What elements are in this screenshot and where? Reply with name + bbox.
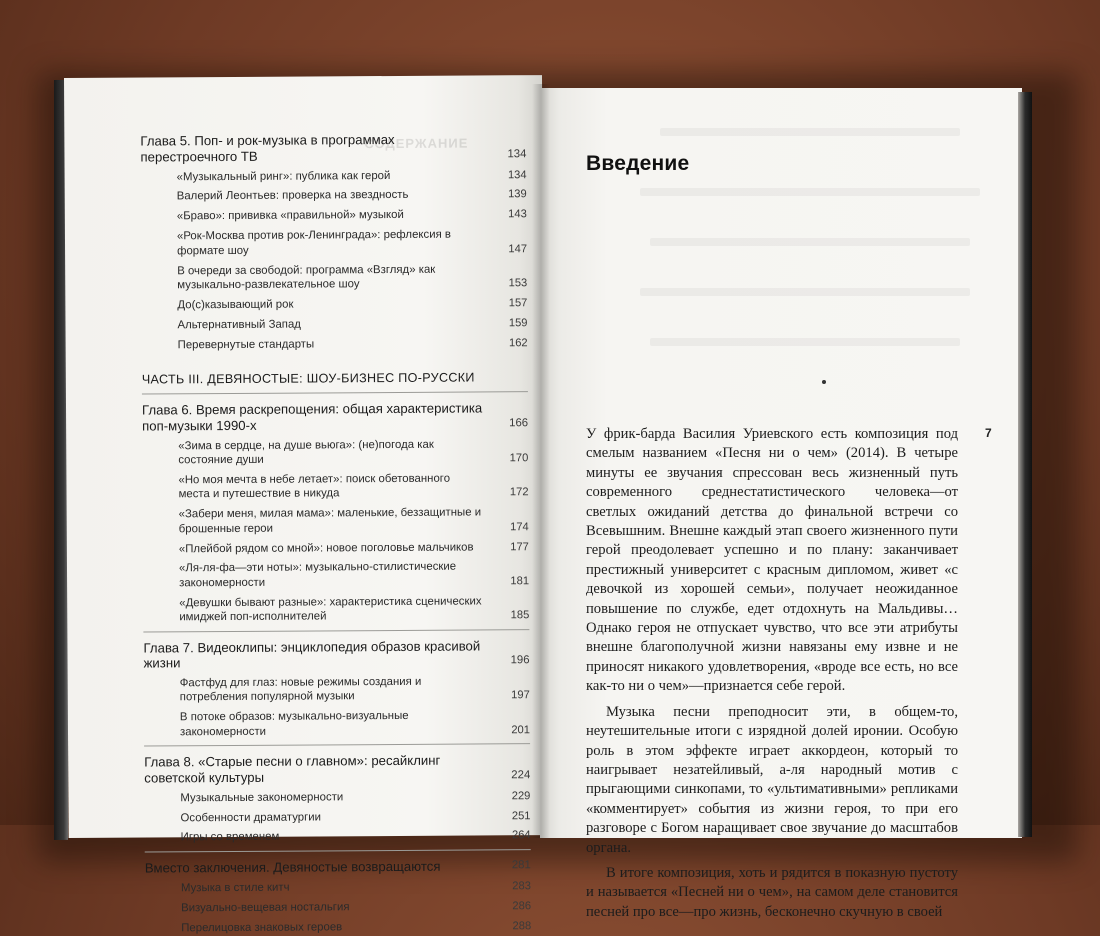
toc-chapter <box>144 752 530 785</box>
toc-title: Глава 5. Поп- и рок-музыка в программах перестроечного ТВ <box>140 131 395 165</box>
toc-page-number: 224 <box>511 768 531 781</box>
toc-title: Фастфуд для глаз: новые режимы создания и потребления популярной музыки <box>179 675 422 704</box>
toc-page-number: 153 <box>508 277 528 290</box>
toc-page-number: 181 <box>510 574 530 588</box>
toc-title: «Зима в сердце, на душе вьюга»: (не)погода как состояние души <box>178 438 434 467</box>
toc-title: Перевернутые стандарты <box>177 338 315 351</box>
toc-title: «Забери меня, милая мама»: маленькие, беззащитные и брошенные герои <box>178 506 482 535</box>
toc-page-number: 286 <box>512 899 532 913</box>
toc-divider <box>142 391 528 394</box>
toc-chapter <box>145 858 531 876</box>
toc-title: Музыкальные закономерности <box>180 790 344 804</box>
toc-title: Валерий Леонтьев: проверка на звездность <box>176 189 409 203</box>
toc-entry <box>142 437 528 468</box>
toc-page-number: 174 <box>510 520 529 533</box>
paragraph: В итоге композиция, хоть и рядится в показную пустоту и называется «Песней ни о чем», на самом деле становится песней про все—про жизнь, бесконечно скучную в своей <box>586 864 958 920</box>
toc-entry <box>144 674 530 705</box>
toc-entry <box>145 919 531 936</box>
show-through-text: СОДЕРЖАНИЕ <box>364 135 469 152</box>
toc-page-number: 134 <box>507 147 527 160</box>
toc-title: Альтернативный Запад <box>177 318 301 332</box>
toc-entry <box>143 505 529 536</box>
toc-page-number: 172 <box>509 486 529 499</box>
right-page-stack-edge <box>1018 92 1032 837</box>
toc-title: Вместо заключения. Девяностые возвращаются <box>144 858 441 876</box>
toc-entry <box>144 789 530 806</box>
toc-divider <box>143 629 529 632</box>
toc-title: Музыка в стиле китч <box>180 881 290 895</box>
toc-page-number: 185 <box>510 609 530 622</box>
book-gutter <box>532 84 550 838</box>
toc-page-number: 139 <box>508 188 527 201</box>
toc-page-number: 251 <box>511 809 531 822</box>
chapter-heading: Введение <box>586 152 690 176</box>
toc-title: Игры со временем <box>180 831 280 844</box>
toc-entry <box>145 879 531 896</box>
toc-entry <box>141 188 527 205</box>
toc-page-number: 170 <box>509 452 529 465</box>
left-page <box>64 75 547 934</box>
toc-entry <box>141 227 527 258</box>
toc-page-number: 288 <box>512 919 532 932</box>
toc-page-number: 197 <box>511 689 530 702</box>
toc-page-number: 283 <box>512 880 531 893</box>
toc-entry <box>141 296 527 313</box>
show-through-line <box>640 188 980 196</box>
toc-page-number: 134 <box>507 168 527 181</box>
toc-page-number: 201 <box>511 723 531 737</box>
toc-entry <box>145 829 531 846</box>
show-through-line <box>660 128 960 136</box>
toc-title: Особенности драматургии <box>180 811 322 824</box>
toc-title: «Браво»: прививка «правильной» музыкой <box>176 209 404 223</box>
toc-title: В очереди за свободой: программа «Взгляд» как музыкально-развлекательное шоу <box>177 263 436 292</box>
toc-title: «Но моя мечта в небе летает»: поиск обетованного места и путешествие в никуда <box>178 472 451 501</box>
toc-entry <box>141 316 527 333</box>
toc-page-number: 143 <box>508 208 527 221</box>
section-ornament <box>822 380 826 384</box>
toc-title: «Музыкальный ринг»: публика как герой <box>176 169 391 183</box>
toc-page-number: 162 <box>508 336 528 349</box>
toc-page-number: 281 <box>511 859 531 872</box>
toc-page-number: 159 <box>508 316 528 330</box>
toc-title: «Девушки бывают разные»: характеристика сценических имиджей поп-исполнителей <box>179 595 482 624</box>
show-through-line <box>650 338 960 346</box>
toc-page-number: 147 <box>508 242 528 255</box>
toc-page-number: 166 <box>509 416 529 429</box>
toc-page-number: 229 <box>511 789 531 802</box>
toc-chapter <box>142 400 528 433</box>
toc-entry <box>143 540 529 557</box>
toc-title: «Плейбой рядом со мной»: новое поголовье мальчиков <box>178 541 474 555</box>
toc-title: До(с)казывающий рок <box>177 298 294 312</box>
toc-entry <box>141 168 527 185</box>
toc-title: Глава 7. Видеоклипы: энциклопедия образов красивой жизни <box>143 637 481 671</box>
show-through-line <box>650 238 970 246</box>
toc-entry <box>145 899 531 916</box>
toc-entry <box>143 560 529 591</box>
toc-chapter <box>143 638 529 671</box>
toc-title: Визуально-вещевая ностальгия <box>181 901 350 915</box>
toc-page-number: 196 <box>510 654 530 667</box>
right-page <box>540 88 1022 920</box>
toc-entry <box>142 471 528 502</box>
toc-entry <box>142 336 528 353</box>
toc-title: В потоке образов: музыкально-визуальные закономерности <box>179 710 409 739</box>
toc-page-number: 264 <box>511 829 531 842</box>
toc-divider <box>144 743 530 746</box>
toc-title: «Ля-ля-фа—эти ноты»: музыкально-стилистические закономерности <box>178 561 457 590</box>
paragraph: У фрик-барда Василия Уриевского есть композиция под смелым названием «Песня ни о чем» (2014). В четыре минуты ее звучания спрессован весь жизненный путь современного среднестатистического человека—от светлых ожиданий детства до финальной встречи со Всевышним. Внешне каждый этап своего жизненного пути герой преодолевает успешно и по плану: заканчивает престижный университет с красным дипломом, живет «с девочкой из хорошей семьи», получает неожиданное повышение по службе, едет отдохнуть на Мальдивы… Однако героя не отпускает чувство, что все эти атрибуты внешне благополучной жизни навязаны ему извне и не приносят никакого удовлетворения, «вроде все есть, но все как-то ни о чем»—признается себе герой. <box>586 426 958 695</box>
toc-entry <box>143 594 529 625</box>
paragraph: Музыка песни преподносит эти, в общем-то, неутешительные итоги с изрядной долей иронии. Особую роль в этом эффекте играет аккордеон, который то наигрывает незатейливый, а-ля народный мотив с прыгающими синкопами, то «ультимативными» репликами «комментирует» события из жизни героя, то при его разговоре с Богом наращивает свое звучание до масштабов органа. <box>586 703 958 856</box>
toc-entry <box>144 709 530 740</box>
toc-title: «Рок-Москва против рок-Ленинграда»: рефлексия в формате шоу <box>176 228 451 257</box>
toc-page-number: 157 <box>508 297 528 310</box>
page-number: 7 <box>985 426 992 440</box>
table-of-contents <box>140 123 531 935</box>
toc-entry <box>144 809 530 826</box>
toc-entry <box>141 262 527 293</box>
toc-title: Глава 6. Время раскрепощения: общая характеристика поп-музыки 1990-х <box>141 400 483 434</box>
toc-part-heading: ЧАСТЬ III. ДЕВЯНОСТЫЕ: ШОУ-БИЗНЕС ПО-РУССКИ <box>141 370 475 387</box>
body-text <box>586 425 958 928</box>
toc-entry <box>141 207 527 224</box>
toc-divider <box>145 849 531 852</box>
toc-page-number: 177 <box>510 540 529 553</box>
toc-chapter <box>140 131 526 164</box>
show-through-line <box>640 288 970 296</box>
toc-title: Перелицовка знаковых героев <box>181 921 343 934</box>
toc-title: Глава 8. «Старые песни о главном»: ресайклинг советской культуры <box>144 752 441 786</box>
